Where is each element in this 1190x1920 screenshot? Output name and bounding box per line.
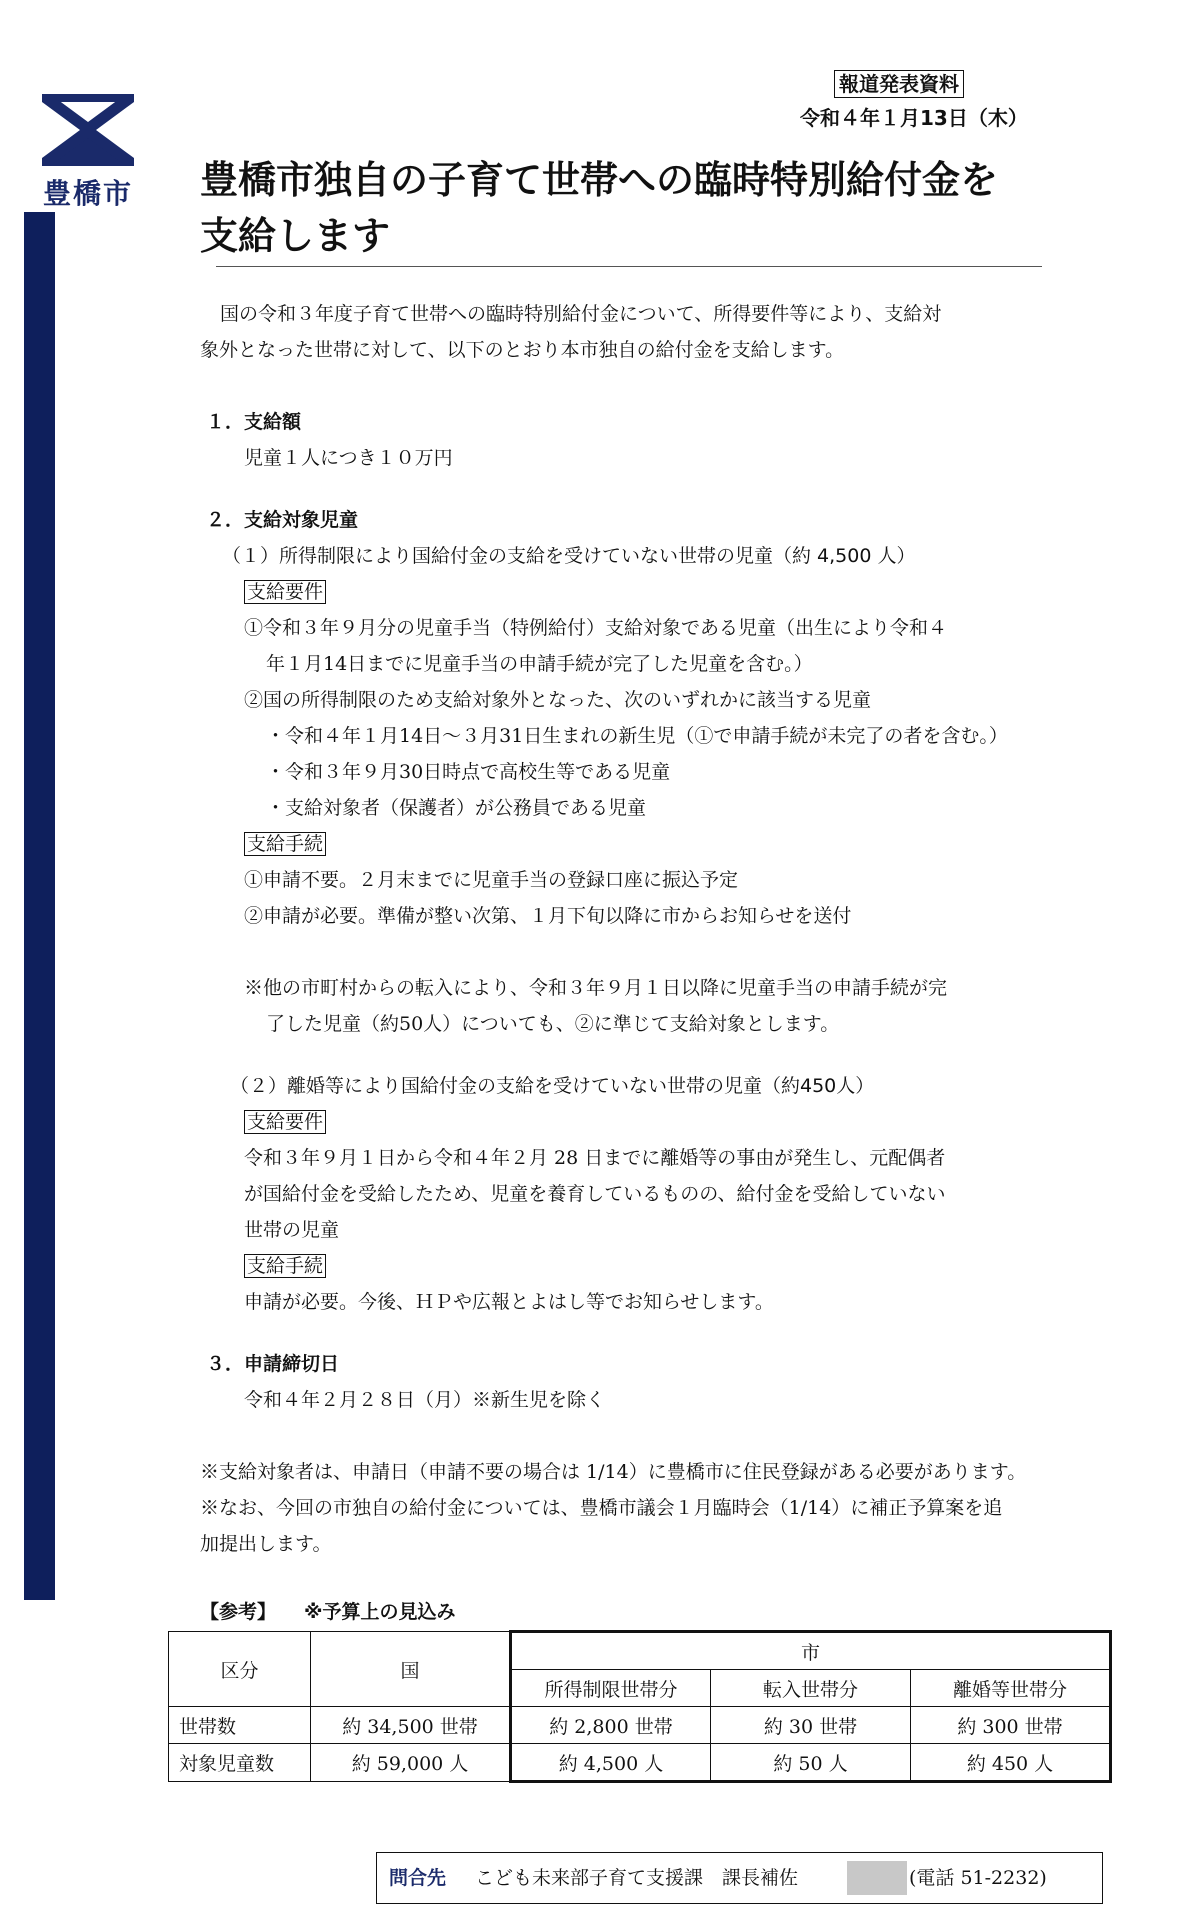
sub-1-req-line-3: ②国の所得制限のため支給対象外となった、次のいずれかに該当する児童	[244, 689, 872, 711]
intro-line-2: 象外となった世帯に対して、以下のとおり本市独自の給付金を支給します。	[200, 339, 845, 361]
sub-1-proc-line-1: ①申請不要。２月末までに児童手当の登録口座に振込予定	[244, 869, 739, 891]
row-label: 対象児童数	[169, 1744, 311, 1782]
sub-1-bullet-2: ・令和３年９月30日時点で高校生等である児童	[266, 761, 671, 783]
section-2-sub-2-heading: （２）離婚等により国給付金の支給を受けていない世帯の児童（約450人）	[230, 1075, 875, 1097]
intro-line-1: 国の令和３年度子育て世帯への臨時特別給付金について、所得要件等により、支給対	[220, 303, 942, 325]
section-3-body: 令和４年２月２８日（月）※新生児を除く	[244, 1389, 606, 1411]
section-1-body: 児童１人につき１０万円	[244, 447, 453, 469]
sub-1-bullet-3: ・支給対象者（保護者）が公務員である児童	[266, 797, 647, 819]
contact-label: 問合先	[389, 1867, 447, 1889]
sub-1-req-line-1: ①令和３年９月分の児童手当（特例給付）支給対象である児童（出生により令和４	[244, 617, 948, 639]
city-emblem-icon	[38, 92, 138, 168]
section-1-heading: １．支給額	[206, 411, 302, 433]
table-header-row	[169, 1632, 1111, 1670]
title-line-1: 豊橋市独自の子育て世帯への臨時特別給付金を	[200, 158, 999, 202]
sub-1-note-line-1: ※他の市町村からの転入により、令和３年９月１日以降に児童手当の申請手続が完	[244, 977, 948, 999]
release-date: 令和４年１月13日（木）	[800, 106, 1028, 130]
section-2-heading: ２．支給対象児童	[206, 509, 359, 531]
header-city-income: 所得制限世帯分	[511, 1670, 711, 1707]
contact-phone: (電話 51-2232)	[909, 1867, 1047, 1889]
title-divider	[216, 266, 1042, 267]
sub-2-req-line-1: 令和３年９月１日から令和４年２月 28 日までに離婚等の事由が発生し、元配偶者	[244, 1147, 946, 1169]
reference-label: 【参考】	[200, 1601, 277, 1623]
cell-city-income: 約 4,500 人	[511, 1744, 711, 1782]
sub-2-req-line-2: が国給付金を受給したため、児童を養育しているものの、給付金を受給していない	[244, 1183, 946, 1205]
logo-city-name: 豊橋市	[42, 177, 133, 210]
cell-city-income: 約 2,800 世帯	[511, 1707, 711, 1744]
cell-national: 約 59,000 人	[311, 1744, 511, 1782]
cell-national: 約 34,500 世帯	[311, 1707, 511, 1744]
header-national: 国	[311, 1632, 511, 1707]
sub-2-req-line-3: 世帯の児童	[244, 1219, 340, 1241]
contact-box	[376, 1852, 1103, 1904]
note-line-2: ※なお、今回の市独自の給付金については、豊橋市議会１月臨時会（1/14）に補正予算案を追	[200, 1497, 1003, 1519]
sub-1-req-line-2: 年１月14日までに児童手当の申請手続が完了した児童を含む。）	[266, 653, 813, 675]
row-label: 世帯数	[169, 1707, 311, 1744]
reference-caption: ※予算上の見込み	[304, 1601, 456, 1623]
table-row	[169, 1744, 1111, 1782]
note-line-1: ※支給対象者は、申請日（申請不要の場合は 1/14）に豊橋市に住民登録がある必要があります。	[200, 1461, 1027, 1483]
header-city-divorce: 離婚等世帯分	[911, 1670, 1111, 1707]
cell-city-divorce: 約 450 人	[911, 1744, 1111, 1782]
sub-1-note-line-2: 了した児童（約50人）についても、②に準じて支給対象とします。	[266, 1013, 840, 1035]
city-logo	[38, 92, 138, 210]
sub-1-requirements-label: 支給要件	[244, 580, 326, 604]
cell-city-transfer: 約 50 人	[711, 1744, 911, 1782]
title-line-2: 支給します	[200, 214, 391, 258]
header-city: 市	[511, 1632, 1111, 1670]
sub-2-proc-line-1: 申請が必要。今後、ＨＰや広報とよはし等でお知らせします。	[244, 1291, 774, 1313]
cell-city-divorce: 約 300 世帯	[911, 1707, 1111, 1744]
section-3-heading: ３．申請締切日	[206, 1353, 340, 1375]
contact-department: こども未来部子育て支援課 課長補佐	[475, 1867, 799, 1889]
side-accent-bar	[24, 212, 55, 1600]
sub-1-procedure-label: 支給手続	[244, 832, 326, 856]
cell-city-transfer: 約 30 世帯	[711, 1707, 911, 1744]
sub-1-proc-line-2: ②申請が必要。準備が整い次第、１月下旬以降に市からお知らせを送付	[244, 905, 852, 927]
header-category: 区分	[169, 1632, 311, 1707]
redacted-name	[847, 1861, 907, 1895]
section-2-sub-1-heading: （１）所得制限により国給付金の支給を受けていない世帯の児童（約 4,500 人）	[222, 545, 916, 567]
header-city-transfer: 転入世帯分	[711, 1670, 911, 1707]
budget-table	[168, 1630, 1112, 1783]
sub-2-procedure-label: 支給手続	[244, 1254, 326, 1278]
sub-2-requirements-label: 支給要件	[244, 1110, 326, 1134]
note-line-3: 加提出します。	[200, 1533, 332, 1555]
press-release-label: 報道発表資料	[834, 70, 964, 98]
table-row	[169, 1707, 1111, 1744]
page-title	[200, 152, 1060, 264]
sub-1-bullet-1: ・令和４年１月14日～３月31日生まれの新生児（①で申請手続が未完了の者を含む。）	[266, 725, 1008, 747]
